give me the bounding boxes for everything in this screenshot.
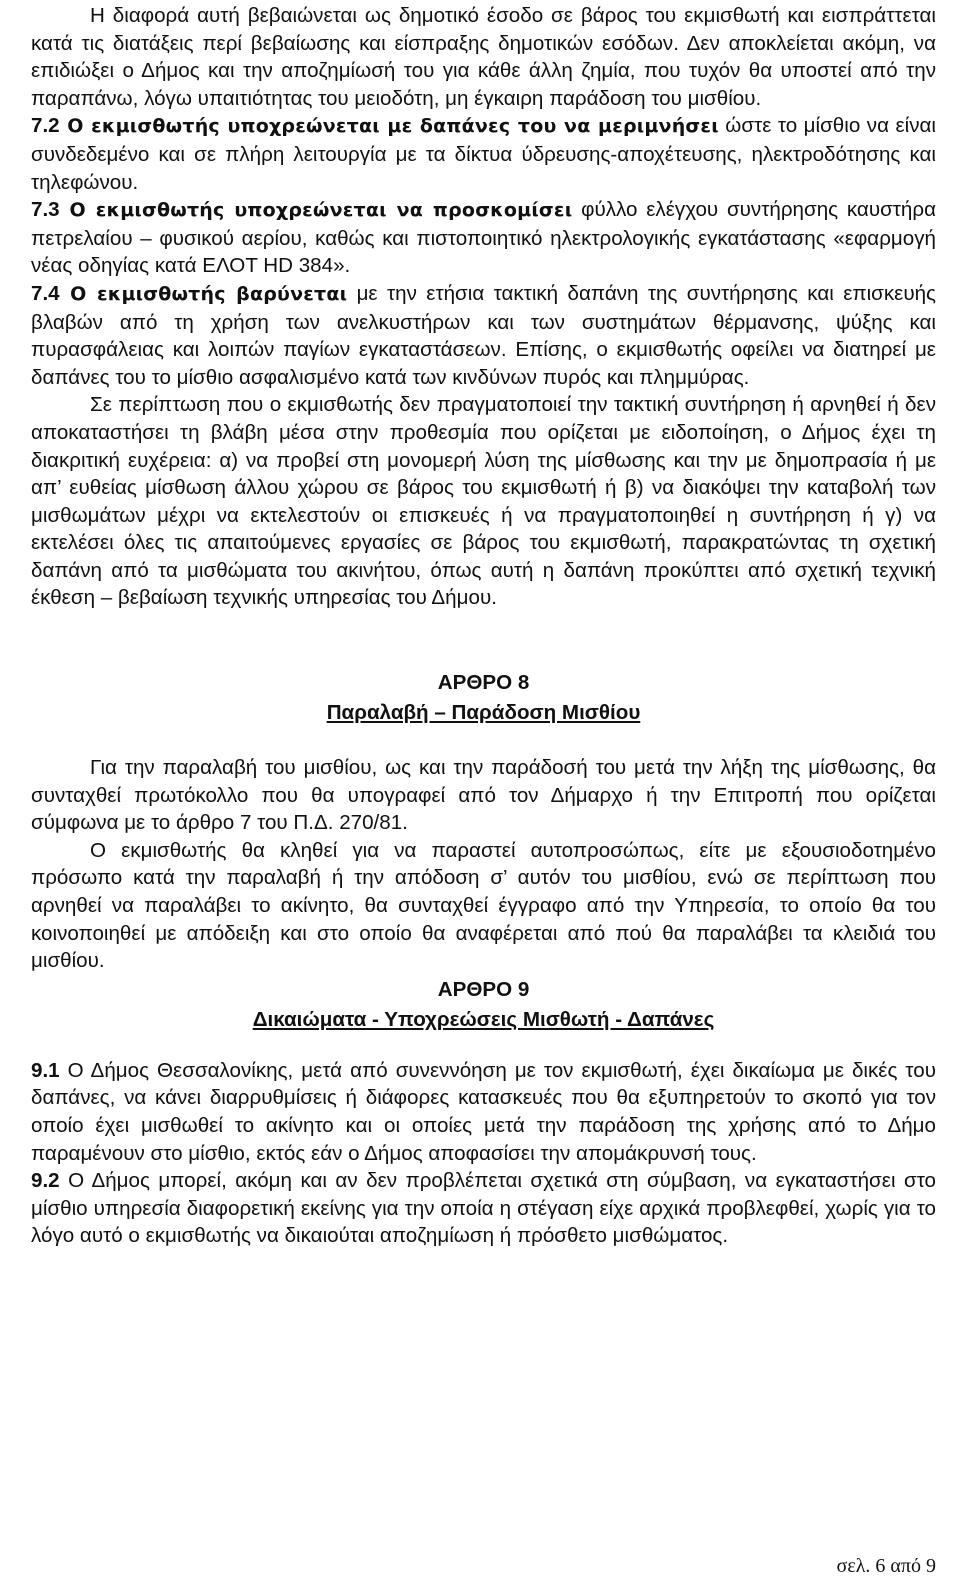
article-8-text-1: Για την παραλαβή του μισθίου, ως και την παράδοσή του μετά την λήξη της μίσθωσης, θα συνταχθεί πρωτόκολλο που θα υπογραφεί από τον Δήμαρχο ή την Επιτροπή που ορίζεται σύμφωνα με το άρθρο 7 του Π.Δ. 270/81.	[31, 756, 936, 835]
article-8-paragraph-2	[31, 837, 936, 975]
section-number: 7.3	[31, 198, 60, 222]
section-text: ώστε το μίσθιο να είναι συνδεδεμένο και σε πλήρη λειτουργία με τα δίκτυα ύδρευσης-αποχέτευσης, ηλεκτροδότησης και τηλεφώνου.	[31, 114, 936, 194]
section-lead: Ο εκμισθωτής βαρύνεται	[59, 282, 348, 305]
section-7-3	[31, 196, 936, 280]
section-text: φύλλο ελέγχου συντήρησης καυστήρα πετρελαίου – φυσικού αερίου, καθώς και πιστοποιητικό ηλεκτρολογικής εγκατάστασης «εφαρμογή νέας οδηγίας κατά ΕΛΟΤ HD 384».	[31, 198, 937, 278]
article-8-text-2: Ο εκμισθωτής θα κληθεί για να παραστεί αυτοπροσώπως, είτε με εξουσιοδοτημένο πρόσωπο κατά την παραλαβή ή την απόδοση σ’ αυτόν του μισθίου, ενώ σε περίπτωση που αρνηθεί να παραλάβει το ακίνητο, θα συνταχθεί έγγραφο από την Υπηρεσία, το οποίο θα του κοινοποιηθεί με απόδειξη και στο οποίο θα αναφέρεται από πού θα παραλάβει τα κλειδιά του μισθίου.	[31, 838, 936, 973]
article-9-title: Δικαιώματα - Υποχρεώσεις Μισθωτή - Δαπάνες	[252, 1007, 715, 1031]
page-number: σελ. 6 από 9	[836, 1555, 936, 1577]
article-9-number: ΑΡΘΡΟ 9	[437, 977, 530, 1001]
breach-paragraph	[31, 391, 936, 612]
section-lead: Ο εκμισθωτής υποχρεώνεται να προσκομίσει	[59, 199, 573, 222]
article-8-number: ΑΡΘΡΟ 8	[437, 671, 530, 695]
article-8-paragraph-1	[31, 754, 936, 837]
section-number: 7.4	[31, 281, 60, 305]
section-7-2	[31, 112, 936, 196]
intro-paragraph	[31, 2, 936, 112]
section-text: Ο Δήμος Θεσσαλονίκης, μετά από συνεννόηση με τον εκμισθωτή, έχει δικαίωμα με δικές του δαπάνες, να κάνει διαρρυθμίσεις ή διάφορες κατασκευές που θα εξυπηρετούν το σκοπό για τον οποίο έχει μισθωθεί το ακίνητο και οι οποίες μετά την παράδοση της χρήσης από το Δήμο παραμένουν στο μίσθιο, εκτός εάν ο Δήμος αποφασίσει την απομάκρυνσή τους.	[31, 1058, 936, 1165]
spacer	[31, 612, 936, 668]
intro-text: Η διαφορά αυτή βεβαιώνεται ως δημοτικό έσοδο σε βάρος του εκμισθωτή και εισπράττεται κατά τις διατάξεις περί βεβαίωσης και είσπραξης δημοτικών εσόδων. Δεν αποκλείεται ακόμη, να επιδιώξει ο Δήμος και την αποζημίωσή του για κάθε άλλη ζημία, που τυχόν θα υποστεί από την παραπάνω, λόγω υπαιτιότητας του μειοδότη, μη έγκαιρη παράδοση του μισθίου.	[31, 4, 936, 110]
section-text: με την ετήσια τακτική δαπάνη της συντήρησης και επισκευής βλαβών από τη χρήση των ανελκυστήρων και των συστημάτων θέρμανσης, ψύξης και πυρασφάλειας και λοιπών παγίων εγκαταστάσεων. Επίσης, ο εκμισθωτής οφείλει να διατηρεί με δαπάνες του το μίσθιο ασφαλισμένο κατά των κινδύνων πυρός και πλημμύρας.	[31, 281, 936, 389]
spacer	[31, 1035, 936, 1057]
section-number: 7.2	[31, 114, 60, 138]
section-9-2	[31, 1167, 936, 1250]
section-7-4	[31, 280, 936, 391]
breach-text: Σε περίπτωση που ο εκμισθωτής δεν πραγματοποιεί την τακτική συντήρηση ή αρνηθεί ή δεν αποκαταστήσει τη βλάβη μέσα στην προθεσμία που ορίζεται με ειδοποίηση, ο Δήμος έχει τη διακριτική ευχέρεια: α) να προβεί στη μονομερή λύση της μίσθωσης και την με δημοπρασία ή με απ’ ευθείας μίσθωση άλλου χώρου σε βάρος του εκμισθωτή ή β) να διακόψει την καταβολή των μισθωμάτων μέχρι να εκτελεστούν οι επισκευές ή να πραγματοποιηθεί η συντήρηση ή γ) να εκτελέσει όλες τις απαιτούμενες εργασίες σε βάρος του εκμισθωτή, παρακρατώντας τη σχετική δαπάνη από τα μισθώματα του ακινήτου, όπως αυτή η δαπάνη προκύπτει από σχετική τεχνική έκθεση – βεβαίωση τεχνικής υπηρεσίας του Δήμου.	[31, 393, 936, 610]
section-number: 9.2	[31, 1169, 60, 1193]
document-page	[31, 2, 936, 1250]
spacer	[31, 728, 936, 754]
article-8-title: Παραλαβή – Παράδοση Μισθίου	[326, 701, 641, 725]
section-number: 9.1	[31, 1058, 60, 1082]
section-lead: Ο εκμισθωτής υποχρεώνεται με δαπάνες του να μεριμνήσει	[59, 115, 719, 138]
section-text: Ο Δήμος μπορεί, ακόμη και αν δεν προβλέπεται σχετικά στη σύμβαση, να εγκαταστήσει στο μίσθιο υπηρεσία διαφορετική εκείνης για την οποία η στέγαση είχε αρχικά προβλεφθεί, χωρίς για το λόγο αυτό ο εκμισθωτής να δικαιούται αποζημίωση ή πρόσθετο μισθώματος.	[31, 1169, 936, 1248]
section-9-1	[31, 1057, 936, 1167]
